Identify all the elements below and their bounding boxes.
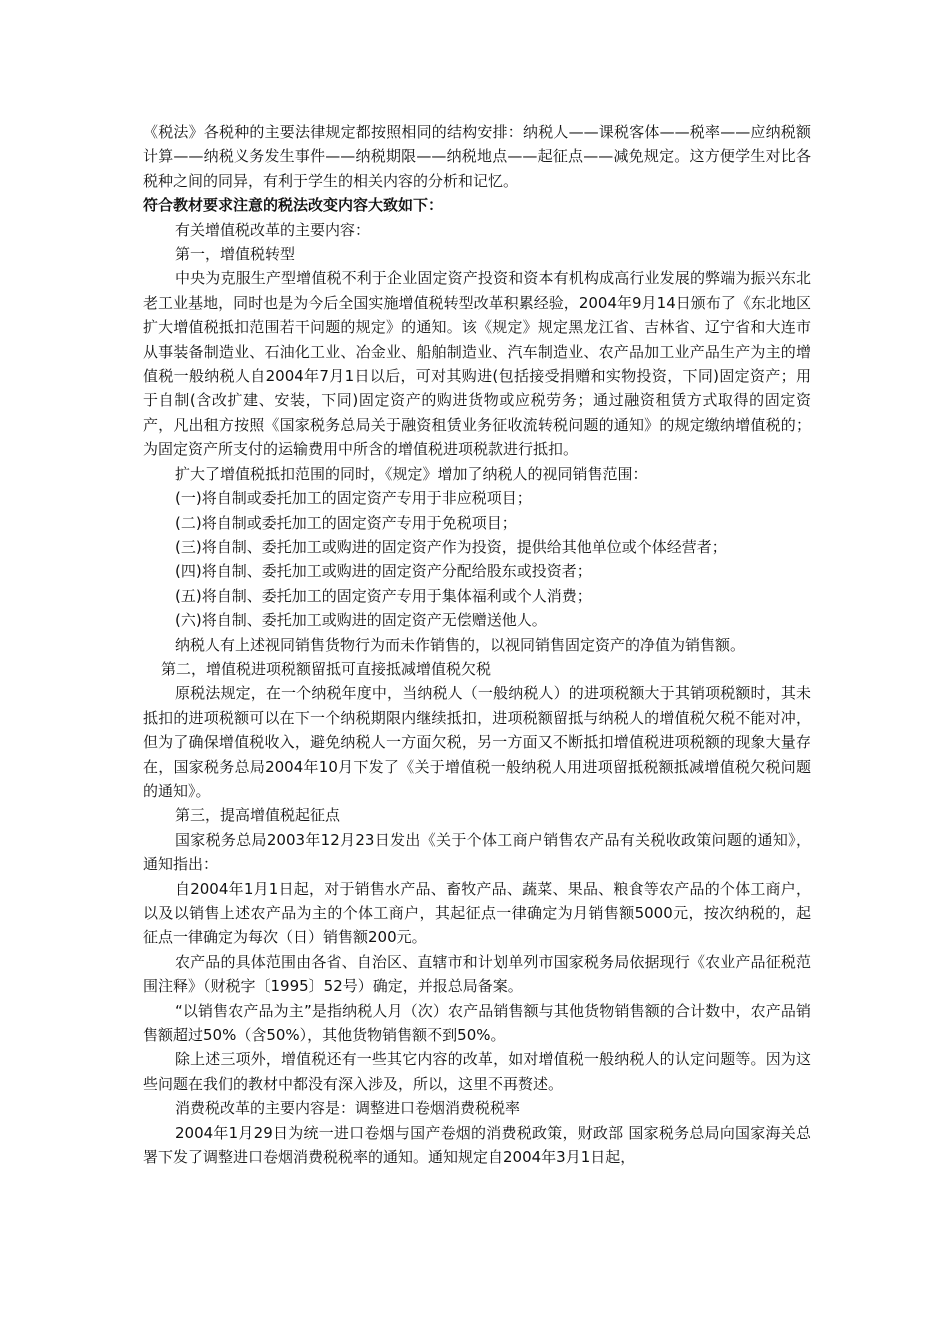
consumption-tax-heading: 消费税改革的主要内容是：调整进口卷烟消费税税率 <box>175 1099 521 1118</box>
list-item: (五)将自制、委托加工的固定资产专用于集体福利或个人消费； <box>175 586 592 605</box>
vat-offset-heading: 第二，增值税进项税额留抵可直接抵减增值税欠税 <box>161 659 492 678</box>
threshold-rule-paragraph: 自2004年1月1日起，对于销售水产品、畜牧产品、蔬菜、果品、粮食等农产品的个体工商户，以及以销售上述农产品为主的个体工商户，其起征点一律确定为月销售额5000元，按次纳税的，起征点一律确定为每次（日）销售额200元。 <box>143 879 811 947</box>
agri-scope-paragraph: 农产品的具体范围由各省、自治区、直辖市和计划单列市国家税务局依据现行《农业产品征税范围注释》（财税字〔1995〕52号）确定，并报总局备案。 <box>143 952 811 996</box>
intro-paragraph: 《税法》各税种的主要法律规定都按照相同的结构安排：纳税人——课税客体——税率——应纳税额计算——纳税义务发生事件——纳税期限——纳税地点——起征点——减免规定。这方便学生对比各税种之间的同异，有利于学生的相关内容的分析和记忆。 <box>143 123 811 190</box>
vat-threshold-heading: 第三，提高增值税起征点 <box>175 806 341 825</box>
agri-definition-paragraph: “以销售农产品为主”是指纳税人月（次）农产品销售额与其他货物销售额的合计数中，农产品销售额超过50%（含50%），其他货物销售额不到50%。 <box>143 1001 811 1045</box>
deemed-sales-intro: 扩大了增值税抵扣范围的同时，《规定》增加了纳税人的视同销售范围： <box>175 464 648 483</box>
deemed-sales-summary: 纳税人有上述视同销售货物行为而未作销售的，以视同销售固定资产的净值为销售额。 <box>175 635 746 654</box>
threshold-notice-paragraph: 国家税务总局2003年12月23日发出《关于个体工商户销售农产品有关税收政策问题的通知》，通知指出： <box>143 830 811 874</box>
list-item: (一)将自制或委托加工的固定资产专用于非应税项目； <box>175 489 532 508</box>
vat-transition-heading: 第一，增值税转型 <box>175 245 296 264</box>
list-item: (六)将自制、委托加工或购进的固定资产无偿赠送他人。 <box>175 611 547 630</box>
vat-transition-paragraph: 中央为克服生产型增值税不利于企业固定资产投资和资本有机构成高行业发展的弊端为振兴东北老工业基地，同时也是为今后全国实施增值税转型改革积累经验，2004年9月14日颁布了《东北地区扩大增值税抵扣范围若干问题的规定》的通知。该《规定》规定黑龙江省、吉林省、辽宁省和大连市从事装备制造业、石油化工业、冶金业、船舶制造业、汽车制造业、农产品加工业产品生产为主的增值税一般纳税人自2004年7月1日以后，可对其购进(包括接受捐赠和实物投资，下同)固定资产；用于自制(含改扩建、安装，下同)固定资产的购进货物或应税劳务；通过融资租赁方式取得的固定资产，凡出租方按照《国家税务总局关于融资租赁业务征收流转税问题的通知》的规定缴纳增值税的；为固定资产所支付的运输费用中所含的增值税进项税款进行抵扣。 <box>143 269 811 459</box>
other-reforms-paragraph: 除上述三项外，增值税还有一些其它内容的改革，如对增值税一般纳税人的认定问题等。因为这些问题在我们的教材中都没有深入涉及，所以，这里不再赘述。 <box>143 1050 811 1093</box>
vat-offset-paragraph: 原税法规定，在一个纳税年度中，当纳税人（一般纳税人）的进项税额大于其销项税额时，其未抵扣的进项税额可以在下一个纳税期限内继续抵扣，进项税额留抵与纳税人的增值税欠税不能对冲，但为了确保增值税收入，避免纳税人一方面欠税，另一方面又不断抵扣增值税进项税额的现象大量存在，国家税务总局2004年10月下发了《关于增值税一般纳税人用进项留抵税额抵减增值税欠税问题的通知》。 <box>143 684 811 800</box>
section-heading: 符合教材要求注意的税法改变内容大致如下： <box>143 196 444 215</box>
cigarette-tax-paragraph: 2004年1月29日为统一进口卷烟与国产卷烟的消费税政策，财政部 国家税务总局向国家海关总署下发了调整进口卷烟消费税税率的通知。通知规定自2004年3月1日起， <box>143 1123 811 1167</box>
vat-reform-heading: 有关增值税改革的主要内容： <box>175 220 371 239</box>
list-item: (四)将自制、委托加工或购进的固定资产分配给股东或投资者； <box>175 562 592 581</box>
list-item: (二)将自制或委托加工的固定资产专用于免税项目； <box>175 513 517 532</box>
list-item: (三)将自制、委托加工或购进的固定资产作为投资，提供给其他单位或个体经营者； <box>175 537 727 556</box>
document-page <box>143 120 811 1169</box>
